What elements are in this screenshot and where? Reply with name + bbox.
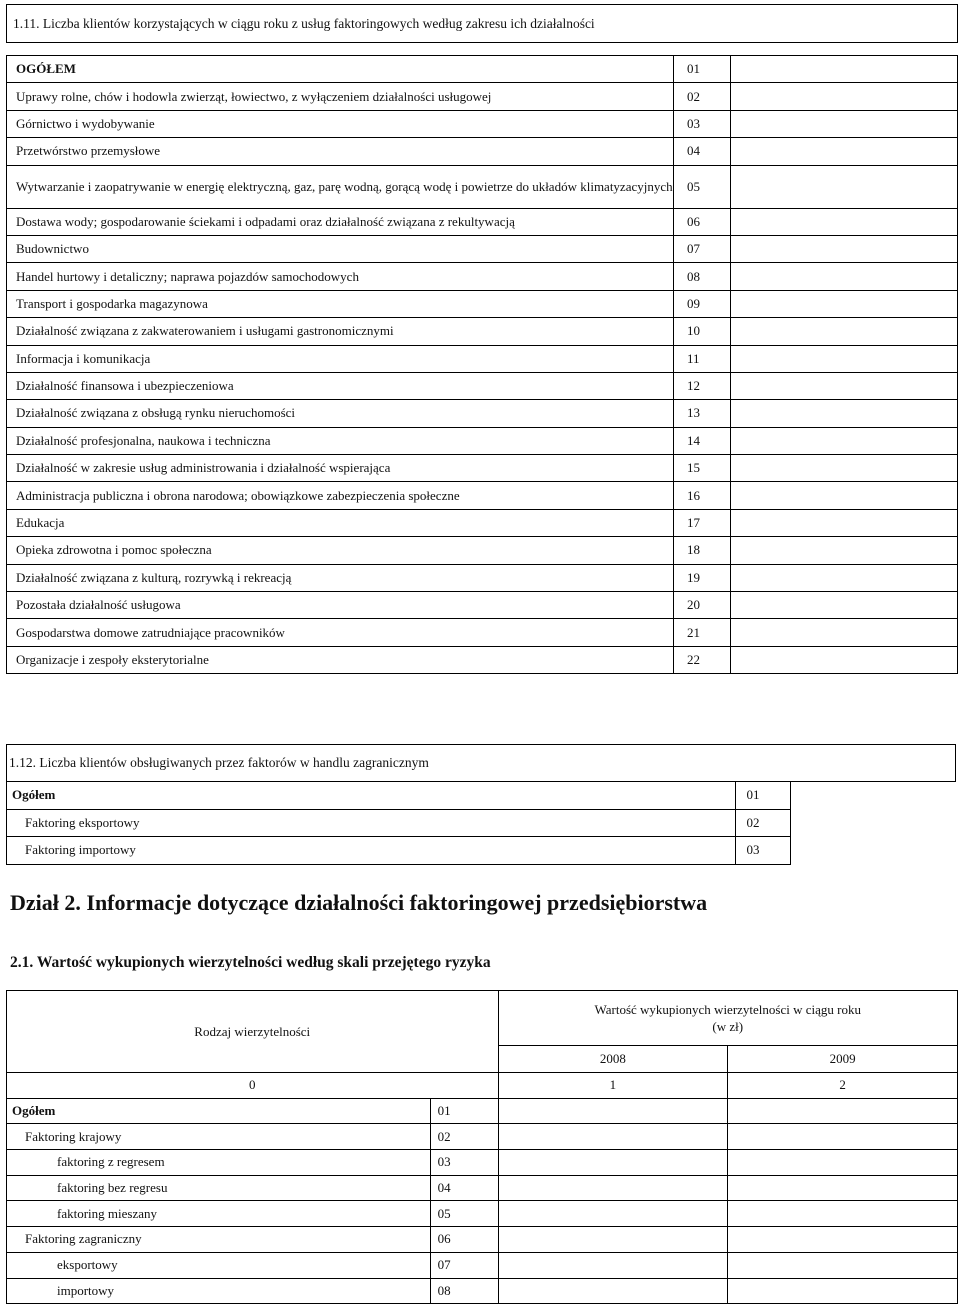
- row-label: Organizacje i zespoły eksterytorialne: [7, 646, 674, 673]
- row-number: 03: [735, 837, 790, 865]
- value-cell[interactable]: [731, 564, 958, 591]
- row-number: 19: [674, 564, 731, 591]
- value-cell-2008[interactable]: [498, 1227, 728, 1253]
- row-label: Opieka zdrowotna i pomoc społeczna: [7, 537, 674, 564]
- header-wartosc: [498, 991, 958, 1046]
- value-cell[interactable]: [731, 372, 958, 399]
- row-number: 13: [674, 400, 731, 427]
- value-cell[interactable]: [731, 110, 958, 137]
- table-2-1: [6, 990, 958, 1304]
- value-cell-2009[interactable]: [728, 1150, 958, 1176]
- row-label: Działalność związana z kulturą, rozrywką i rekreacją: [7, 564, 674, 591]
- header-unit: (w zł): [712, 1019, 744, 1034]
- value-cell[interactable]: [731, 138, 958, 165]
- row-number: 16: [674, 482, 731, 509]
- row-number: 01: [430, 1098, 498, 1124]
- row-number: 07: [674, 235, 731, 262]
- row-label: Działalność profesjonalna, naukowa i techniczna: [7, 427, 674, 454]
- value-cell[interactable]: [731, 619, 958, 646]
- value-cell-2008[interactable]: [498, 1278, 728, 1304]
- value-cell[interactable]: [731, 482, 958, 509]
- section-title-1-11: 1.11. Liczba klientów korzystających w ciągu roku z usług faktoringowych według zakresu ich działalności: [7, 5, 958, 43]
- row-label: Budownictwo: [7, 235, 674, 262]
- value-cell[interactable]: [731, 56, 958, 83]
- value-cell[interactable]: [731, 263, 958, 290]
- row-label: Górnictwo i wydobywanie: [7, 110, 674, 137]
- row-number: 08: [430, 1278, 498, 1304]
- value-cell[interactable]: [731, 427, 958, 454]
- row-label: Dostawa wody; gospodarowanie ściekami i odpadami oraz działalność związana z rekultywacją: [7, 208, 674, 235]
- value-cell[interactable]: [731, 290, 958, 317]
- row-label: Informacja i komunikacja: [7, 345, 674, 372]
- value-cell[interactable]: [731, 235, 958, 262]
- row-number: 02: [430, 1124, 498, 1150]
- row-label: Handel hurtowy i detaliczny; naprawa pojazdów samochodowych: [7, 263, 674, 290]
- value-cell[interactable]: [790, 782, 956, 810]
- header-year-2008: 2008: [498, 1046, 728, 1073]
- row-label: Administracja publiczna i obrona narodowa; obowiązkowe zabezpieczenia społeczne: [7, 482, 674, 509]
- row-label: Ogółem: [7, 1098, 431, 1124]
- row-number: 18: [674, 537, 731, 564]
- value-cell-2008[interactable]: [498, 1175, 728, 1201]
- value-cell-2008[interactable]: [498, 1124, 728, 1150]
- section-title-1-12: 1.12. Liczba klientów obsługiwanych przez faktorów w handlu zagranicznym: [7, 745, 956, 782]
- row-number: 07: [430, 1252, 498, 1278]
- row-number: 03: [674, 110, 731, 137]
- value-cell-2009[interactable]: [728, 1124, 958, 1150]
- row-number: 02: [735, 809, 790, 837]
- col-index-0: 0: [7, 1073, 499, 1099]
- row-label: Pozostała działalność usługowa: [7, 592, 674, 619]
- value-cell-2009[interactable]: [728, 1201, 958, 1227]
- table-1-12: [6, 744, 956, 865]
- col-index-2: 2: [728, 1073, 958, 1099]
- row-label: Faktoring krajowy: [7, 1124, 431, 1150]
- row-number: 17: [674, 509, 731, 536]
- value-cell-2008[interactable]: [498, 1098, 728, 1124]
- row-label: importowy: [7, 1278, 431, 1304]
- row-label: Działalność związana z zakwaterowaniem i usługami gastronomicznymi: [7, 318, 674, 345]
- value-cell[interactable]: [731, 537, 958, 564]
- value-cell[interactable]: [731, 345, 958, 372]
- row-number: 15: [674, 455, 731, 482]
- header-rodzaj: Rodzaj wierzytelności: [7, 991, 499, 1073]
- row-label: Transport i gospodarka magazynowa: [7, 290, 674, 317]
- row-number: 10: [674, 318, 731, 345]
- row-number: 01: [674, 56, 731, 83]
- value-cell[interactable]: [731, 208, 958, 235]
- row-label: Faktoring zagraniczny: [7, 1227, 431, 1253]
- value-cell-2008[interactable]: [498, 1201, 728, 1227]
- row-number: 01: [735, 782, 790, 810]
- row-number: 04: [674, 138, 731, 165]
- table-1-11: [6, 4, 958, 674]
- value-cell[interactable]: [731, 318, 958, 345]
- row-label: faktoring bez regresu: [7, 1175, 431, 1201]
- row-number: 03: [430, 1150, 498, 1176]
- row-number: 09: [674, 290, 731, 317]
- row-label: Działalność związana z obsługą rynku nieruchomości: [7, 400, 674, 427]
- row-number: 21: [674, 619, 731, 646]
- row-label: Wytwarzanie i zaopatrywanie w energię elektryczną, gaz, parę wodną, gorącą wodę i powietrze do układów klimatyzacyjnych: [7, 165, 674, 208]
- row-label: faktoring z regresem: [7, 1150, 431, 1176]
- value-cell-2009[interactable]: [728, 1227, 958, 1253]
- row-number: 02: [674, 83, 731, 110]
- value-cell[interactable]: [731, 455, 958, 482]
- section-heading-dzial-2: Dział 2. Informacje dotyczące działalności faktoringowej przedsiębiorstwa: [10, 890, 708, 915]
- row-number: 08: [674, 263, 731, 290]
- value-cell-2009[interactable]: [728, 1175, 958, 1201]
- row-label: faktoring mieszany: [7, 1201, 431, 1227]
- value-cell[interactable]: [731, 400, 958, 427]
- row-number: 20: [674, 592, 731, 619]
- value-cell[interactable]: [731, 592, 958, 619]
- value-cell[interactable]: [790, 809, 956, 837]
- row-number: 06: [674, 208, 731, 235]
- spacer: [7, 43, 958, 56]
- value-cell[interactable]: [731, 165, 958, 208]
- value-cell-2009[interactable]: [728, 1252, 958, 1278]
- row-label: Działalność w zakresie usług administrowania i działalność wspierająca: [7, 455, 674, 482]
- section-title-2-1: 2.1. Wartość wykupionych wierzytelności według skali przejętego ryzyka: [10, 954, 491, 971]
- row-label: Przetwórstwo przemysłowe: [7, 138, 674, 165]
- header-wartosc-text: Wartość wykupionych wierzytelności w ciągu roku: [594, 1002, 861, 1017]
- row-label: Edukacja: [7, 509, 674, 536]
- row-label: Gospodarstwa domowe zatrudniające pracowników: [7, 619, 674, 646]
- value-cell[interactable]: [790, 837, 956, 865]
- value-cell[interactable]: [731, 509, 958, 536]
- row-number: 14: [674, 427, 731, 454]
- row-number: 05: [674, 165, 731, 208]
- row-number: 05: [430, 1201, 498, 1227]
- row-number: 06: [430, 1227, 498, 1253]
- row-number: 04: [430, 1175, 498, 1201]
- value-cell[interactable]: [731, 646, 958, 673]
- row-label: Uprawy rolne, chów i hodowla zwierząt, łowiectwo, z wyłączeniem działalności usługowej: [7, 83, 674, 110]
- col-index-1: 1: [498, 1073, 728, 1099]
- row-number: 12: [674, 372, 731, 399]
- row-label: Ogółem: [7, 782, 736, 810]
- value-cell-2009[interactable]: [728, 1098, 958, 1124]
- row-label: Działalność finansowa i ubezpieczeniowa: [7, 372, 674, 399]
- row-label: Faktoring eksportowy: [7, 809, 736, 837]
- value-cell-2008[interactable]: [498, 1252, 728, 1278]
- header-year-2009: 2009: [728, 1046, 958, 1073]
- row-label: OGÓŁEM: [7, 56, 674, 83]
- value-cell-2008[interactable]: [498, 1150, 728, 1176]
- row-number: 11: [674, 345, 731, 372]
- row-label: eksportowy: [7, 1252, 431, 1278]
- value-cell-2009[interactable]: [728, 1278, 958, 1304]
- row-label: Faktoring importowy: [7, 837, 736, 865]
- value-cell[interactable]: [731, 83, 958, 110]
- row-number: 22: [674, 646, 731, 673]
